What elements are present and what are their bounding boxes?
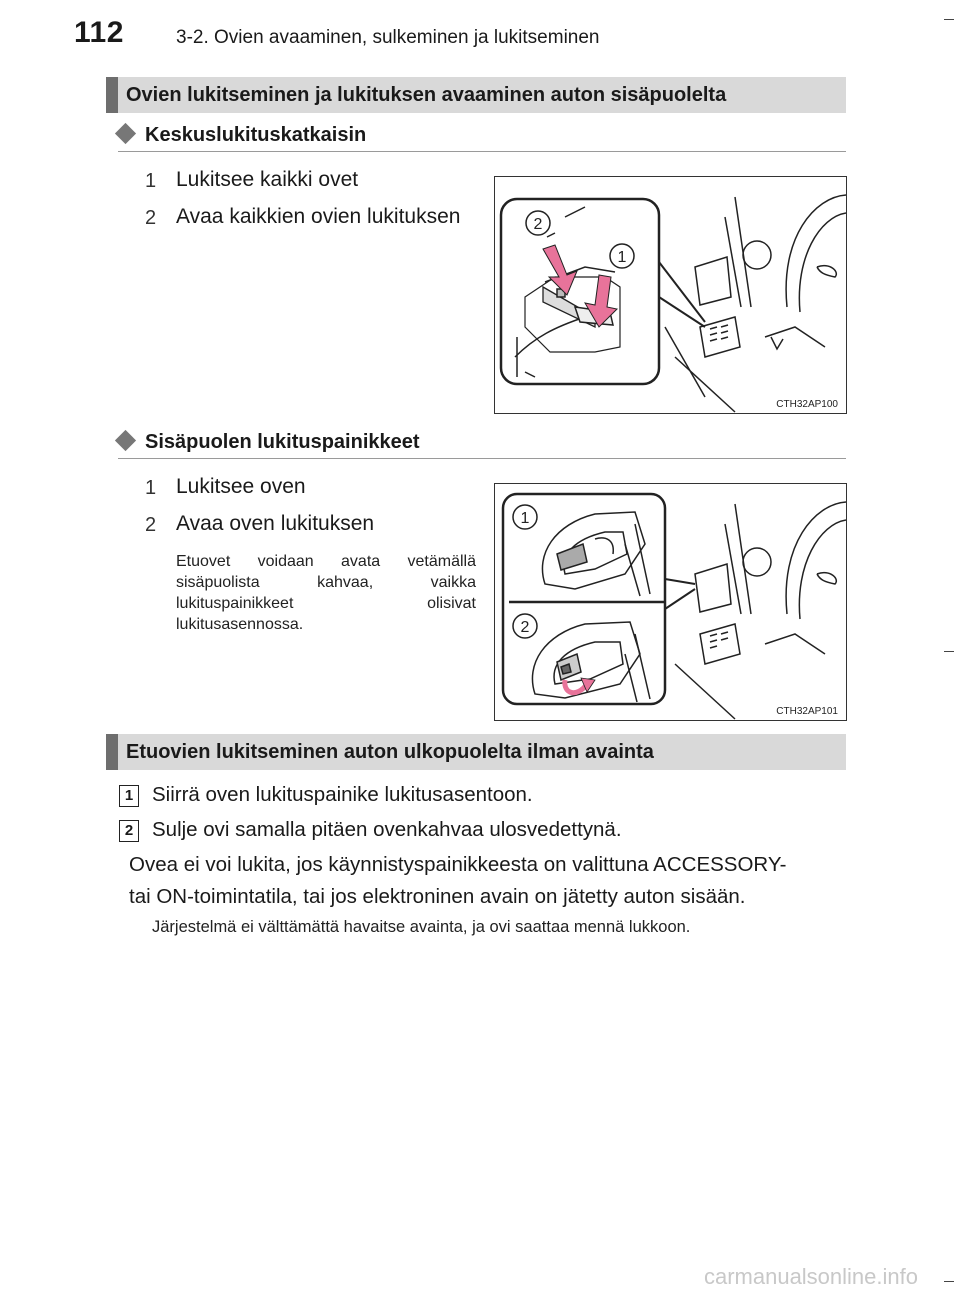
chapter-title: 3-2. Ovien avaaminen, sulkeminen ja lukitseminen — [176, 27, 600, 48]
section-header-bar — [106, 77, 118, 113]
item-number: 2 — [145, 514, 157, 536]
door-lock-button-illustration — [494, 483, 847, 721]
step-number-box: 2 — [119, 820, 139, 842]
section-title: Etuovien lukitseminen auton ulkopuolelta ilman avainta — [126, 741, 654, 763]
step-text: Sulje ovi samalla pitäen ovenkahvaa ulosvedettynä. — [152, 818, 622, 841]
step-number-box: 1 — [119, 785, 139, 807]
section-header-bar — [106, 734, 118, 770]
crop-mark — [944, 651, 954, 652]
diamond-bullet-icon — [115, 123, 136, 144]
crop-mark — [944, 1281, 954, 1282]
door-panel-drawing — [495, 177, 846, 413]
subsection-title: Keskuslukituskatkaisin — [118, 124, 366, 147]
small-note: Järjestelmä ei välttämättä havaitse avainta, ja ovi saattaa mennä lukkoon. — [152, 918, 691, 936]
item-number: 2 — [145, 207, 157, 229]
body-paragraph-line: tai ON-toimintatila, tai jos elektroninen avain on jätetty auton sisään. — [129, 885, 746, 908]
body-paragraph-line: Ovea ei voi lukita, jos käynnistyspainikkeesta on valittuna ACCESSORY- — [129, 853, 787, 876]
item-text: Lukitsee oven — [176, 475, 306, 498]
subsection-title: Sisäpuolen lukituspainikkeet — [118, 431, 420, 454]
diamond-bullet-icon — [115, 430, 136, 451]
item-text: Avaa kaikkien ovien lukituksen — [176, 205, 461, 228]
note-text: Etuovet voidaan avata vetämällä sisäpuolista kahvaa, vaikka lukituspainikkeet olisivat lukitusasennossa. — [176, 553, 476, 633]
central-lock-switch-illustration — [494, 176, 847, 414]
divider — [118, 151, 846, 152]
section-header — [106, 734, 846, 770]
step-text: Siirrä oven lukituspainike lukitusasentoon. — [152, 783, 533, 806]
crop-mark — [944, 19, 954, 20]
item-number: 1 — [145, 170, 157, 192]
watermark: carmanualsonline.info — [703, 1264, 918, 1289]
figure-callout-label: 1 — [617, 249, 627, 266]
figure-callout-label: 1 — [520, 510, 530, 527]
figure-callout-label: 2 — [520, 619, 530, 636]
section-header — [106, 77, 846, 113]
figure-id: CTH32AP100 — [776, 399, 838, 410]
door-handle-drawing — [495, 484, 846, 720]
divider — [118, 458, 846, 459]
section-title: Ovien lukitseminen ja lukituksen avaaminen auton sisäpuolelta — [126, 84, 727, 106]
page-number: 112 — [74, 16, 124, 49]
figure-callout-label: 2 — [533, 216, 543, 233]
item-text: Avaa oven lukituksen — [176, 512, 375, 535]
item-number: 1 — [145, 477, 157, 499]
item-text: Lukitsee kaikki ovet — [176, 168, 359, 191]
figure-id: CTH32AP101 — [776, 706, 838, 717]
